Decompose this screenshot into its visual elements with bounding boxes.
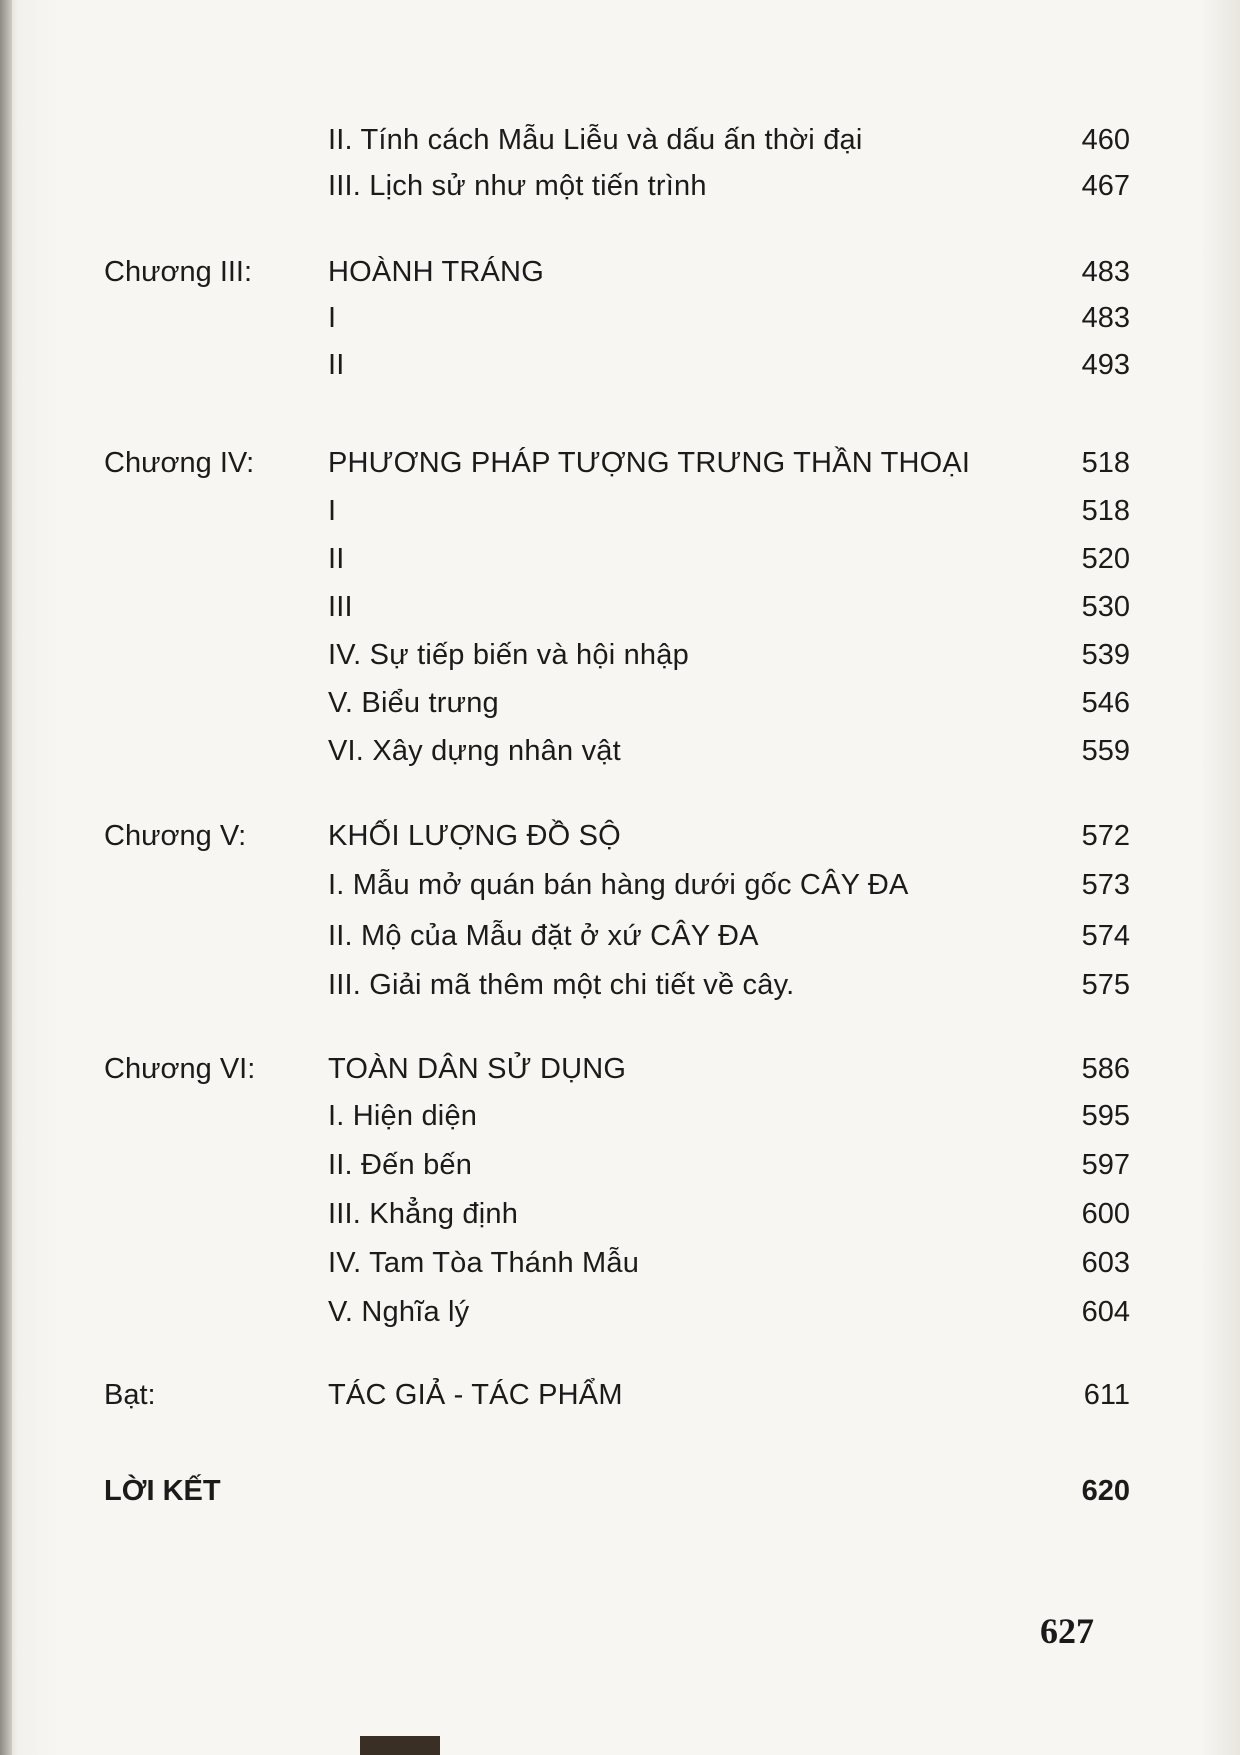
bookmark-tab <box>360 1736 440 1755</box>
toc-page: 467 <box>1081 170 1130 202</box>
toc-title: I. Hiện diện <box>328 1100 478 1132</box>
toc-row <box>0 537 1240 581</box>
toc-page: 600 <box>1081 1198 1130 1230</box>
toc-page: 595 <box>1081 1100 1130 1132</box>
toc-title: III. Lịch sử như một tiến trình <box>328 170 707 202</box>
toc-page: 620 <box>1081 1475 1130 1507</box>
toc-row <box>0 681 1240 725</box>
toc-title: KHỐI LƯỢNG ĐỒ SỘ <box>328 820 621 852</box>
toc-title: V. Biểu trưng <box>328 687 499 719</box>
toc-page: 575 <box>1081 969 1130 1001</box>
toc-row <box>0 1047 1240 1091</box>
toc-page: 572 <box>1081 820 1130 852</box>
toc-title: I. Mẫu mở quán bán hàng dưới gốc CÂY ĐA <box>328 869 909 901</box>
toc-title: HOÀNH TRÁNG <box>328 256 544 288</box>
toc-page: 518 <box>1081 447 1130 479</box>
toc-page: 559 <box>1081 735 1130 767</box>
toc-row <box>0 164 1240 208</box>
toc-title: TÁC GIẢ - TÁC PHẨM <box>328 1379 623 1411</box>
toc-title: III <box>328 591 353 623</box>
toc-page: 586 <box>1081 1053 1130 1085</box>
toc-title: VI. Xây dựng nhân vật <box>328 735 621 767</box>
toc-title: TOÀN DÂN SỬ DỤNG <box>328 1053 627 1085</box>
toc-title: III. Khẳng định <box>328 1198 519 1230</box>
toc-title: I <box>328 302 337 334</box>
toc-title: II <box>328 349 345 381</box>
toc-chapter: Chương IV: <box>104 447 255 479</box>
toc-chapter: Chương VI: <box>104 1053 256 1085</box>
toc-chapter: LỜI KẾT <box>104 1475 221 1507</box>
toc-row <box>0 1373 1240 1417</box>
toc-title: V. Nghĩa lý <box>328 1296 470 1328</box>
toc-row <box>0 1469 1240 1513</box>
toc-page: 597 <box>1081 1149 1130 1181</box>
toc-row <box>0 489 1240 533</box>
toc-page: 546 <box>1081 687 1130 719</box>
page-number: 627 <box>1040 1611 1094 1651</box>
toc-page: 530 <box>1081 591 1130 623</box>
toc-row <box>0 914 1240 958</box>
toc-title: II. Tính cách Mẫu Liễu và dấu ấn thời đại <box>328 124 863 156</box>
toc-row <box>0 814 1240 858</box>
toc-chapter: Chương V: <box>104 820 247 852</box>
toc-row <box>0 633 1240 677</box>
toc-row <box>0 441 1240 485</box>
toc-page: 611 <box>1083 1379 1130 1411</box>
toc-row <box>0 729 1240 773</box>
toc-page: 520 <box>1081 543 1130 575</box>
toc-row <box>0 343 1240 387</box>
toc-title: III. Giải mã thêm một chi tiết về cây. <box>328 969 795 1001</box>
toc-row <box>0 1241 1240 1285</box>
toc-row <box>0 863 1240 907</box>
toc-chapter: Chương III: <box>104 256 253 288</box>
toc-title: I <box>328 495 337 527</box>
toc-row <box>0 118 1240 162</box>
toc-row <box>0 963 1240 1007</box>
toc-title: II. Đến bến <box>328 1149 473 1181</box>
toc-page: 539 <box>1081 639 1130 671</box>
toc-page: 518 <box>1081 495 1130 527</box>
toc-row <box>0 1290 1240 1334</box>
toc-title: II. Mộ của Mẫu đặt ở xứ CÂY ĐA <box>328 920 759 952</box>
toc-page: 483 <box>1081 302 1130 334</box>
toc-page: 493 <box>1081 349 1130 381</box>
toc-row <box>0 585 1240 629</box>
toc-row <box>0 1192 1240 1236</box>
toc-chapter: Bạt: <box>104 1379 156 1411</box>
toc-page: 603 <box>1081 1247 1130 1279</box>
toc-title: IV. Tam Tòa Thánh Mẫu <box>328 1247 640 1279</box>
toc-title: IV. Sự tiếp biến và hội nhập <box>328 639 689 671</box>
toc-row <box>0 1094 1240 1138</box>
toc-row <box>0 250 1240 294</box>
toc-page: 573 <box>1081 869 1130 901</box>
toc-page: 574 <box>1081 920 1130 952</box>
toc-page: 604 <box>1081 1296 1130 1328</box>
toc-page: 460 <box>1081 124 1130 156</box>
toc-row <box>0 1143 1240 1187</box>
toc-row <box>0 296 1240 340</box>
toc-title: PHƯƠNG PHÁP TƯỢNG TRƯNG THẦN THOẠI <box>328 447 971 479</box>
toc-title: II <box>328 543 345 575</box>
toc-page: 483 <box>1081 256 1130 288</box>
